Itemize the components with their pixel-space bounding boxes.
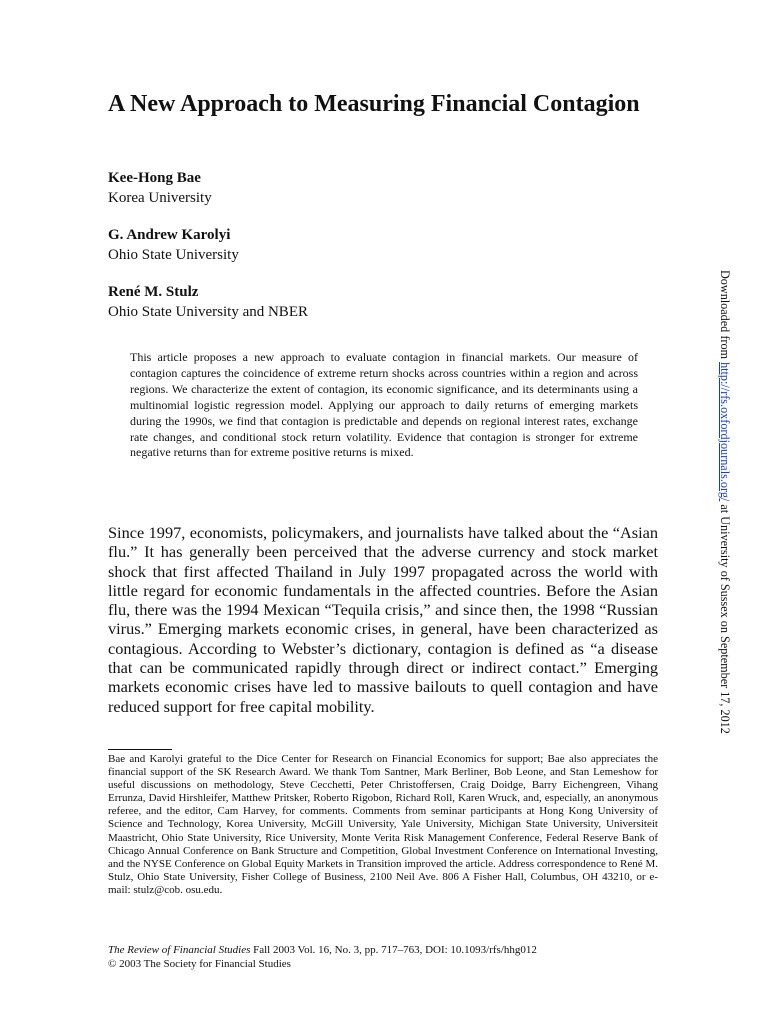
download-suffix: at University of Sussex on September 17, 2012 [718, 501, 732, 734]
journal-line [108, 944, 658, 958]
footnote-divider [108, 749, 172, 750]
abstract: This article proposes a new approach to evaluate contagion in financial markets. Our measure of contagion captures the coincidence of extreme return shocks across countries within a region and across regions. We characterize the extent of contagion, its economic significance, and its determinants using a multinomial logistic regression model. Applying our approach to daily returns of emerging markets during the 1990s, we find that contagion is predictable and depends on regional interest rates, exchange rate changes, and conditional stock return volatility. Evidence that contagion is stronger for extreme negative returns than for extreme positive returns is mixed. [130, 350, 638, 460]
copyright-line: © 2003 The Society for Financial Studies [108, 957, 291, 970]
journal-citation [108, 944, 658, 971]
author-block [108, 168, 628, 208]
author-block [108, 282, 628, 322]
article-title: A New Approach to Measuring Financial Contagion [108, 91, 640, 117]
author-block [108, 225, 628, 265]
body-paragraph: Since 1997, economists, policymakers, and journalists have talked about the “Asian flu.” It has generally been perceived that the adverse currency and stock market shock that first affected Thailand in July 1997 propagated across the world with little regard for economic fundamentals in the affected countries. Before the Asian flu, there was the 1994 Mexican “Tequila crisis,” and since then, the 1998 “Russian virus.” Emerging markets economic crises, in general, have been characterized as contagious. According to Webster’s dictionary, contagion is defined as “a disease that can be communicated rapidly through direct or indirect contact.” Emerging markets economic crises have led to massive bailouts to quell contagion and have reduced support for free capital mobility. [108, 523, 658, 716]
author-affiliation: Ohio State University and NBER [108, 304, 308, 320]
author-name: G. Andrew Karolyi [108, 227, 231, 243]
footnote: Bae and Karolyi grateful to the Dice Center for Research on Financial Economics for support; Bae also appreciates the financial support of the SK Research Award. We thank Tom Santner, Mark Berliner, Bob Leone, and Stan Lemeshow for useful discussions on methodology, Steve Cecchetti, Peter Christoffersen, Craig Doidge, Barry Eichengreen, Vihang Errunza, David Hirshleifer, Matthew Pritsker, Roberto Rigobon, Richard Roll, Karen Wruck, and, especially, an anonymous referee, and the editor, Cam Harvey, for comments. Comments from seminar participants at Hong Kong University of Science and Technology, Korea University, McGill University, Yale University, Michigan State University, Universiteit Maastricht, Ohio State University, Rice University, Monte Verita Risk Management Conference, Federal Reserve Bank of Chicago Annual Conference on Bank Structure and Competition, Global Investment Conference on International Investing, and the NYSE Conference on Global Equity Markets in Transition improved the article. Address correspondence to René M. Stulz, Ohio State University, Fisher College of Business, 2100 Neil Ave. 806 A Fisher Hall, Columbus, OH 43210, or e-mail: stulz@cob. osu.edu. [108, 753, 658, 896]
journal-details: Fall 2003 Vol. 16, No. 3, pp. 717–763, DOI: 10.1093/rfs/hhg012 [250, 944, 537, 956]
author-name: René M. Stulz [108, 284, 199, 300]
author-affiliation: Korea University [108, 190, 212, 206]
journal-name: The Review of Financial Studies [108, 944, 251, 956]
journal-site-link[interactable]: http://rfs.oxfordjournals.org/ [718, 362, 732, 502]
author-name: Kee-Hong Bae [108, 170, 201, 186]
download-prefix: Downloaded from [718, 270, 732, 363]
download-watermark [718, 270, 732, 734]
author-affiliation: Ohio State University [108, 247, 239, 263]
